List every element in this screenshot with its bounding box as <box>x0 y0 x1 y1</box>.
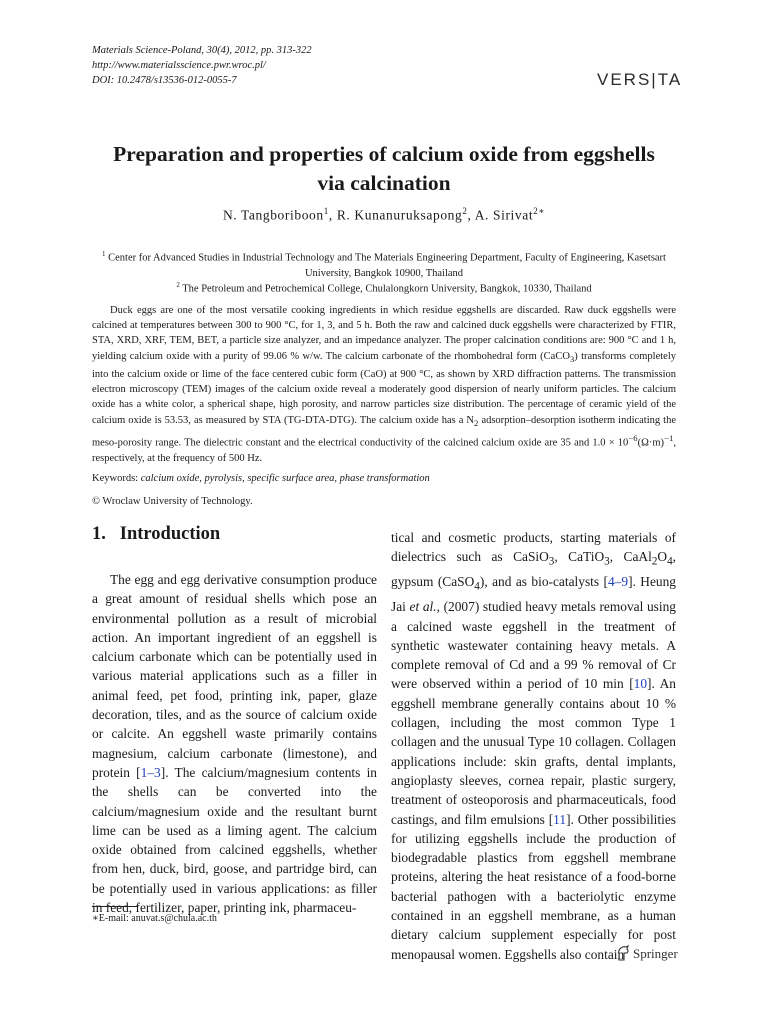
author-affil-mark: 1 <box>323 206 329 216</box>
springer-horse-icon <box>616 945 630 961</box>
doi[interactable]: DOI: 10.2478/s13536-012-0055-7 <box>92 75 237 86</box>
copyright: © Wroclaw University of Technology. <box>92 496 253 507</box>
author-list: N. Tangboriboon$^1$, R. Kunanuruksapong$^2$, A. Sirivat$^{2∗}$ <box>222 206 546 223</box>
author-name: A. Sirivat <box>474 207 534 223</box>
citation-link[interactable]: 4–9 <box>607 574 629 590</box>
author-affil-mark: 2∗ <box>533 206 546 216</box>
affiliation-text: Center for Advanced Studies in Industrial Technology and The Materials Engineering Department, Faculty of Engineering, Kasetsart University, Bangkok 10900, Thailand <box>108 252 666 279</box>
author-name: R. Kunanuruksapong <box>336 207 463 223</box>
title-line-2: via calcination <box>317 171 451 195</box>
footnote-rule <box>92 906 138 907</box>
citation-link[interactable]: 11 <box>553 811 567 827</box>
affiliation-2 <box>80 278 688 297</box>
author-name: N. Tangboriboon <box>222 207 324 223</box>
keywords-values: calcium oxide, pyrolysis, specific surface area, phase transformation <box>140 473 430 484</box>
springer-logo <box>616 945 678 962</box>
author-affil-mark: 2 <box>462 206 468 216</box>
section-title: Introduction <box>119 524 221 544</box>
journal-header <box>92 43 312 88</box>
citation-link[interactable]: 1–3 <box>140 764 161 780</box>
abstract: Duck eggs are one of the most versatile cooking ingredients in which residue eggshells are discarded. Raw duck eggshells were calcined at temperatures between 300 to 900 °C, for 1, 3, and 5 h. Both the raw and calcined duck eggshells were characterized by FTIR, STA, XRD, XRF, TEM, BET, a particle size analyzer, and an impedance analyzer. The proper calcination conditions are: 900 °C and 1 h, yielding calcium oxide with a purity of 99.06 % w/w. The calcium carbonate of the rhombohedral form (CaCO$_3$) transforms completely into the calcium oxide or lime of the face centered cubic form (CaO) at 900 °C, as shown by XRD diffraction patterns. The transmission electron microscopy (TEM) images of the calcium oxide reveal a moderately good dispersion of nearly uniform particles. The calcium oxide has a white color, a spherical shape, high porosity, and narrow particles size distribution. The percentage of ceramic yield of the calcium oxide is 53.53, as measured by STA (TG-DTA-DTG). The calcium oxide has a $N_2$ adsorption–desorption isotherm indicating the meso-porosity range. The dielectric constant and the electrical conductivity of the calcined calcium oxide are 35 and $1.0 \times 10^{-6}(\Omega\cdot m)^{-1}$, respectively, at the frequency of 500 Hz. <box>92 305 677 464</box>
section-number: 1. <box>92 524 106 544</box>
right-column-paragraph: tical and cosmetic products, starting materials of dielectrics such as CaSiO$_3$, CaTiO$_3$, $CaAl_2O_4$, gypsum (CaSO$_4$), and as bio-catalysts [4–9]. Heung Jai et al., (2007) studied heavy metals removal using a calcined waste eggshell in the treatment of synthetic wastewater containing heavy metals. A complete removal of Cd and a 99 % removal of Cr were observed within a period of 10 min [10]. An eggshell membrane generally contains about 10 % collagen, including the most common Type 1 collagen and the unusual Type 10 collagen. Collagen applications include: skin grafts, dental implants, angioplasty sleeves, cornea repair, plastic surgery, treatment of osteoporosis and pharmaceuticals, food castings, and film emulsions [11]. Other possibilities for utilizing eggshells include the production of biodegradable plastics from eggshell membrane proteins, altering the heat resistance of a food-borne bacterial pathogen with a bacteriolytic enzyme contained in an eggshell membrane, as a human dietary calcium supplement especially for post menopausal women. Eggshells also contain <box>391 530 676 962</box>
journal-url[interactable]: http://www.materialsscience.pwr.wroc.pl/ <box>92 60 266 71</box>
citation-link[interactable]: 10 <box>633 676 648 692</box>
title-line-1: Preparation and properties of calcium oxide from eggshells <box>113 142 655 166</box>
affiliation-1 <box>80 247 688 281</box>
versita-logo: VERS|TA <box>597 70 683 89</box>
affiliation-mark: 1 <box>102 250 106 258</box>
springer-wordmark: Springer <box>633 946 678 961</box>
journal-citation: Materials Science-Poland, 30(4), 2012, pp. 313-322 <box>92 45 312 56</box>
keywords-label: Keywords: <box>92 473 141 484</box>
paper-title <box>60 140 708 198</box>
keywords <box>92 473 430 484</box>
affiliation-mark: 2 <box>176 281 180 289</box>
left-column-paragraph: The egg and egg derivative consumption produce a great amount of residual shells which pose an environmental pollution as a result of microbial action. An important ingredient of an eggshell is calcium carbonate which can be potentially used in various material applications such as a filler in animal feed, pet food, printing ink, paper, glaze decoration, tiles, and as the source of calcium oxide or calcite. An eggshell waste primarily contains magnesium, calcium carbonate (limestone), and protein [1–3]. The calcium/magnesium contents in the shells can be converted into the calcium/magnesium oxide and the resultant burnt lime can be used as a liming agent. The calcium oxide obtained from calcined eggshells, whether from hen, duck, bird, goose, and partridge bird, can be potentially used in various applications: as filler in feed, fertilizer, paper, printing ink, pharmaceu- <box>92 572 377 916</box>
section-heading <box>92 524 220 545</box>
footnote-email: ∗E-mail: anuvat.s@chula.ac.th <box>92 913 217 924</box>
affiliation-text: The Petroleum and Petrochemical College, Chulalongkorn University, Bangkok, 10330, Thailand <box>182 283 592 295</box>
